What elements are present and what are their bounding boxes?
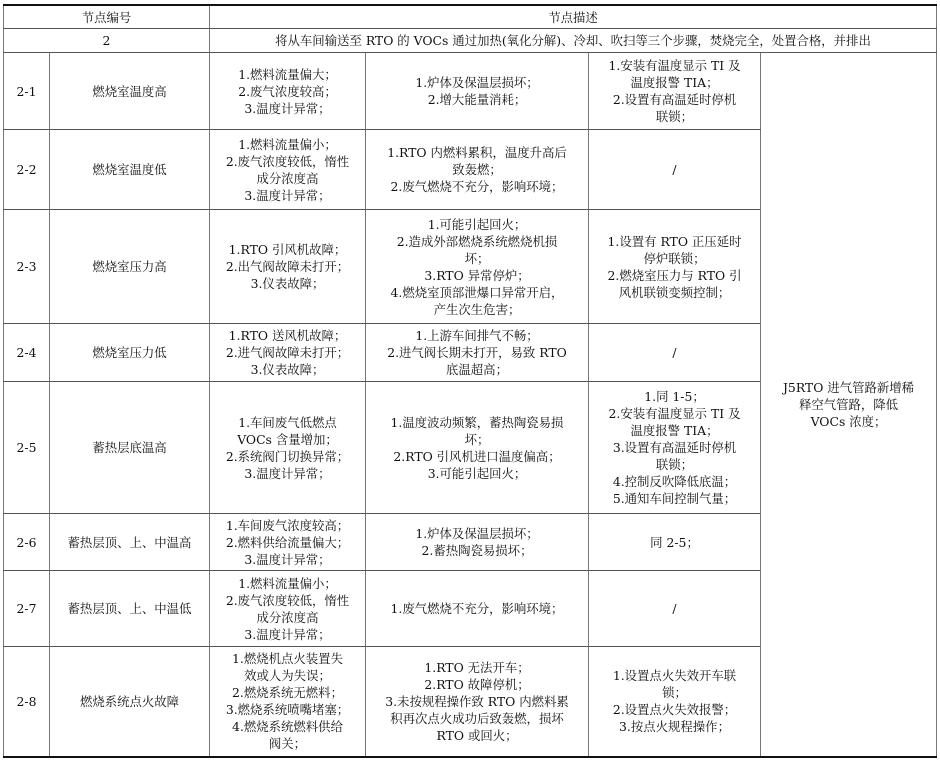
row-consequences: 1.RTO 内燃料累积，温度升高后 致轰燃； 2.废气燃烧不充分，影响环境； (366, 130, 589, 210)
row-id: 2-8 (4, 647, 50, 757)
row-safeguards: 1.设置有 RTO 正压延时 停炉联锁； 2.燃烧室压力与 RTO 引 风机联锁变频控制； (589, 210, 761, 324)
row-causes: 1.车间废气浓度较高； 2.燃料供给流量偏大； 3.温度计异常； (210, 514, 366, 571)
summary-row (4, 29, 937, 53)
row-causes: 1.燃料流量偏大； 2.废气浓度较高； 3.温度计异常； (210, 53, 366, 130)
row-id: 2-3 (4, 210, 50, 324)
row-causes: 1.RTO 引风机故障； 2.出气阀故障未打开； 3.仪表故障； (210, 210, 366, 324)
row-causes: 1.燃烧机点火装置失 效或人为失误； 2.燃烧系统无燃料； 3.燃烧系统喷嘴堵塞； 4.燃烧系统燃料供给 阀关； (210, 647, 366, 757)
row-deviation: 燃烧室压力低 (50, 324, 210, 382)
row-consequences: 1.可能引起回火； 2.造成外部燃烧系统燃烧机损 坏； 3.RTO 异常停炉； 4.燃烧室顶部泄爆口异常开启， 产生次生危害； (366, 210, 589, 324)
row-consequences: 1.废气燃烧不充分，影响环境； (366, 571, 589, 647)
row-safeguards: 1.设置点火失效开车联 锁； 2.设置点火失效报警； 3.按点火规程操作； (589, 647, 761, 757)
row-consequences: 1.温度波动频繁，蓄热陶瓷易损 坏； 2.RTO 引风机进口温度偏高； 3.可能引起回火； (366, 382, 589, 514)
row-id: 2-6 (4, 514, 50, 571)
row-id: 2-5 (4, 382, 50, 514)
row-safeguards: / (589, 324, 761, 382)
recommendation-cell: J5RTO 进气管路新增稀 释空气管路，降低 VOCs 浓度； (761, 53, 937, 757)
row-safeguards: / (589, 571, 761, 647)
row-id: 2-4 (4, 324, 50, 382)
row-deviation: 蓄热层顶、上、中温低 (50, 571, 210, 647)
row-deviation: 燃烧室温度高 (50, 53, 210, 130)
header-node-id: 节点编号 (4, 5, 210, 29)
row-causes: 1.车间废气低燃点 VOCs 含量增加； 2.系统阀门切换异常； 3.温度计异常； (210, 382, 366, 514)
header-node-desc: 节点描述 (210, 5, 937, 29)
row-safeguards: 1.安装有温度显示 TI 及 温度报警 TIA； 2.设置有高温延时停机 联锁； (589, 53, 761, 130)
table-row (4, 53, 937, 130)
summary-id: 2 (4, 29, 210, 53)
row-deviation: 燃烧室温度低 (50, 130, 210, 210)
header-row (4, 5, 937, 29)
row-consequences: 1.炉体及保温层损坏； 2.蓄热陶瓷易损坏； (366, 514, 589, 571)
summary-text: 将从车间输送至 RTO 的 VOCs 通过加热(氧化分解)、冷却、吹扫等三个步骤，焚烧完全，处置合格，并排出 (210, 29, 937, 53)
row-consequences: 1.RTO 无法开车； 2.RTO 故障停机； 3.未按规程操作致 RTO 内燃料累 积再次点火成功后致轰燃，损坏 RTO 或回火； (366, 647, 589, 757)
row-safeguards: 同 2-5； (589, 514, 761, 571)
row-id: 2-7 (4, 571, 50, 647)
row-deviation: 燃烧系统点火故障 (50, 647, 210, 757)
row-consequences: 1.上游车间排气不畅； 2.进气阀长期未打开，易致 RTO 底温超高； (366, 324, 589, 382)
row-safeguards: / (589, 130, 761, 210)
row-deviation: 燃烧室压力高 (50, 210, 210, 324)
row-causes: 1.燃料流量偏小； 2.废气浓度较低，惰性 成分浓度高 3.温度计异常； (210, 571, 366, 647)
row-causes: 1.燃料流量偏小； 2.废气浓度较低，惰性 成分浓度高 3.温度计异常； (210, 130, 366, 210)
row-id: 2-1 (4, 53, 50, 130)
row-id: 2-2 (4, 130, 50, 210)
row-consequences: 1.炉体及保温层损坏； 2.增大能量消耗； (366, 53, 589, 130)
hazop-table (3, 4, 937, 758)
row-causes: 1.RTO 送风机故障； 2.进气阀故障未打开； 3.仪表故障； (210, 324, 366, 382)
row-safeguards: 1.同 1-5； 2.安装有温度显示 TI 及 温度报警 TIA； 3.设置有高温延时停机 联锁； 4.控制反吹降低底温； 5.通知车间控制气量； (589, 382, 761, 514)
row-deviation: 蓄热层顶、上、中温高 (50, 514, 210, 571)
row-deviation: 蓄热层底温高 (50, 382, 210, 514)
